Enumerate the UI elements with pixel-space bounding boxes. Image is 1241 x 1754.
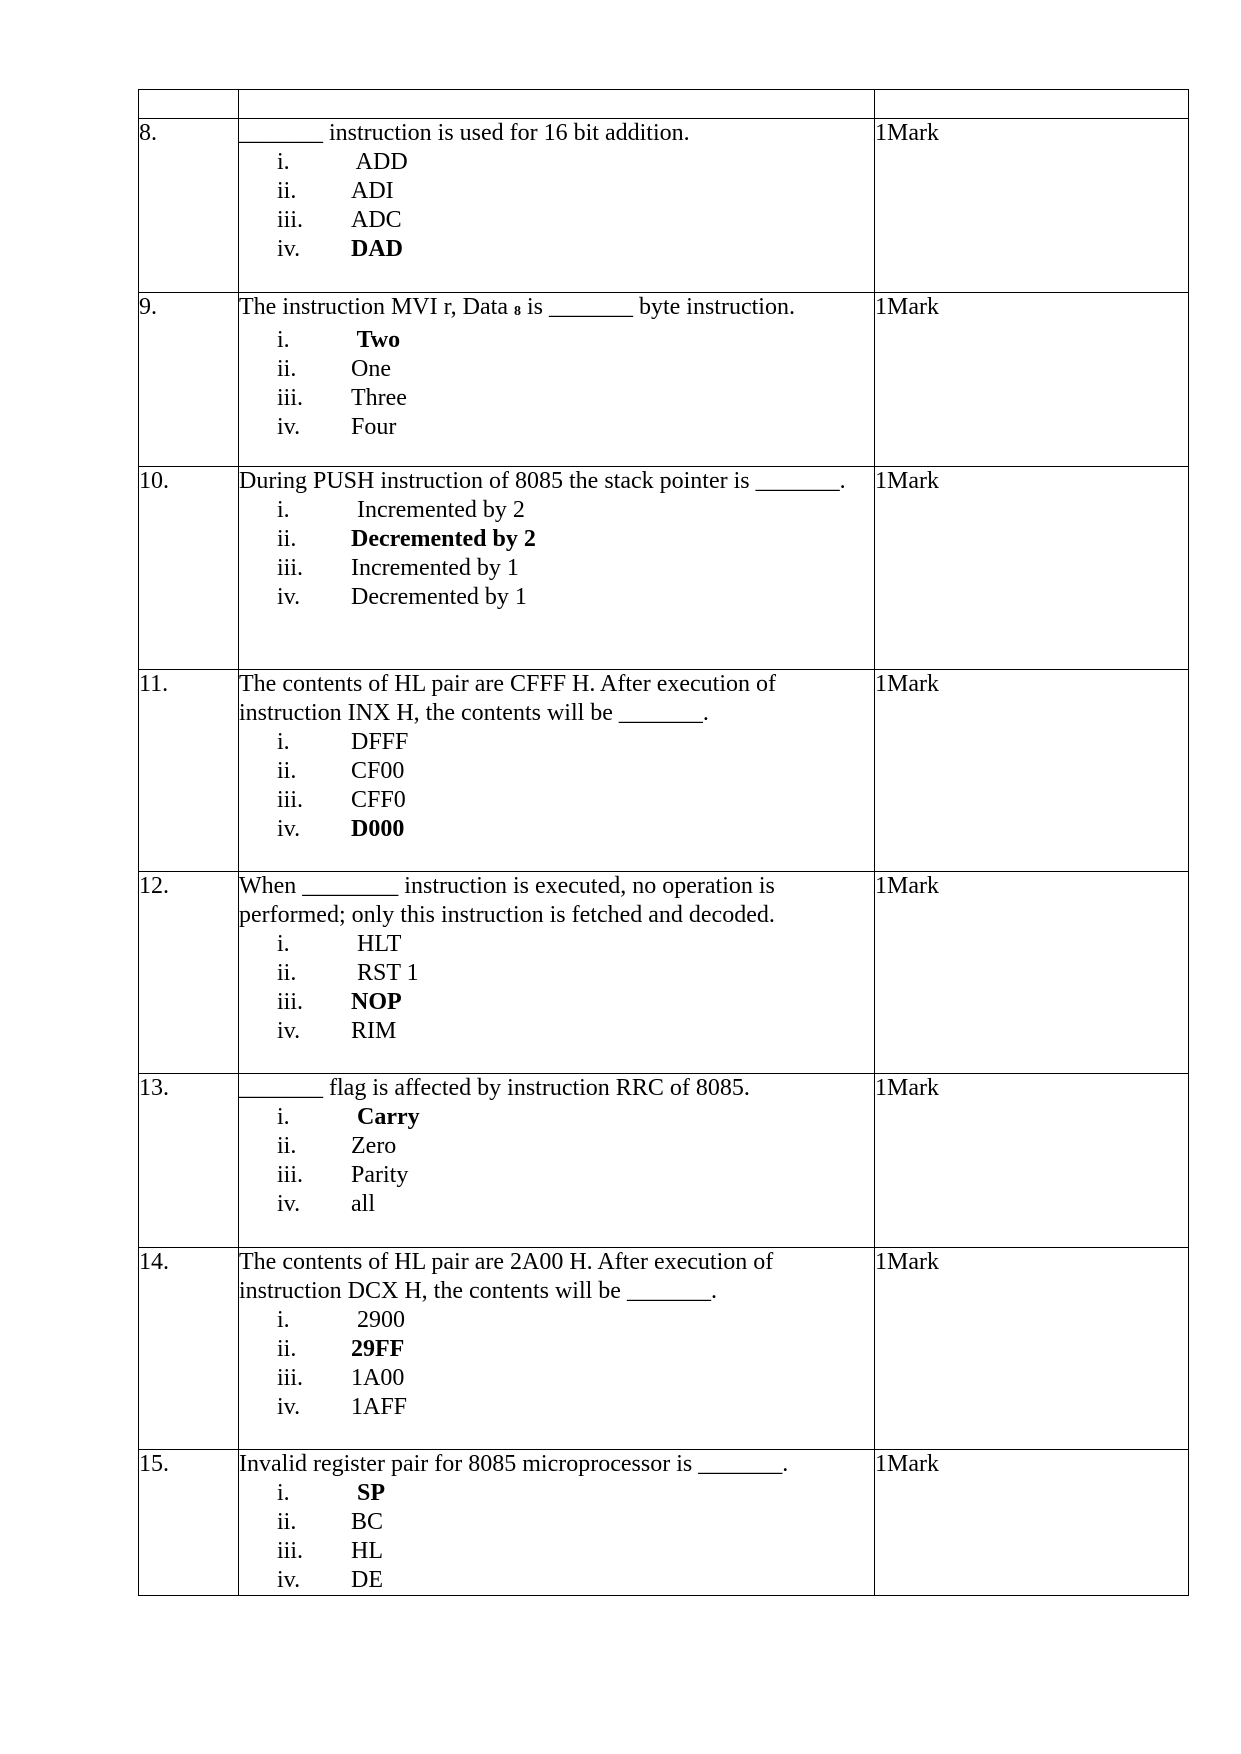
question-number: 8. [139,119,239,293]
option-numeral: iv. [277,236,301,262]
answer-option [239,1508,874,1537]
option-text: D000 [351,816,405,842]
option-numeral: iii. [277,385,304,411]
answer-option [239,1190,874,1219]
option-text: HLT [351,931,402,957]
answer-option [239,148,874,177]
option-text: Decremented by 1 [351,584,527,610]
header-cell-question [239,90,875,119]
option-text: ADI [351,178,394,204]
marks-cell: 1Mark [875,670,1189,872]
marks-cell: 1Mark [875,1450,1189,1596]
option-text: 1A00 [351,1365,405,1391]
marks-cell: 1Mark [875,872,1189,1074]
option-numeral: iv. [277,1191,301,1217]
option-numeral: ii. [277,758,297,784]
option-numeral: iv. [277,414,301,440]
option-numeral: i. [277,729,290,755]
option-numeral: ii. [277,1509,297,1535]
option-numeral: iii. [277,989,304,1015]
header-cell-marks [875,90,1189,119]
option-text: DE [351,1567,383,1593]
option-numeral: i. [277,1104,290,1130]
answer-option [239,235,874,264]
question-text: The contents of HL pair are CFFF H. After execution of instruction INX H, the contents will be _______. [239,671,776,726]
question-number: 15. [139,1450,239,1596]
option-numeral: ii. [277,178,297,204]
option-text: 29FF [351,1336,405,1362]
question-row [139,872,1189,1074]
answer-option [239,554,874,583]
answer-option [239,1537,874,1566]
question-text: _______ instruction is used for 16 bit addition. [239,120,690,146]
question-text: The contents of HL pair are 2A00 H. After execution of instruction DCX H, the contents will be _______. [239,1249,774,1304]
answer-option [239,583,874,612]
option-text: Three [351,385,407,411]
option-numeral: iv. [277,1394,301,1420]
question-cell [239,1450,875,1596]
header-cell-number [139,90,239,119]
option-numeral: iv. [277,1018,301,1044]
option-numeral: iii. [277,1162,304,1188]
option-text: Decremented by 2 [351,526,536,552]
question-row [139,670,1189,872]
answer-option [239,177,874,206]
question-cell [239,119,875,293]
option-text: Two [351,327,401,353]
option-numeral: i. [277,1480,290,1506]
question-text: When ________ instruction is executed, no operation is performed; only this instruction is fetched and decoded. [239,873,775,928]
question-text-part: The instruction MVI r, Data [239,294,514,320]
option-text: Four [351,414,397,440]
answer-option [239,815,874,844]
option-numeral: ii. [277,526,297,552]
question-text-part: is _______ byte instruction. [520,294,795,320]
question-cell [239,293,875,467]
option-numeral: iii. [277,207,304,233]
answer-option [239,959,874,988]
option-text: ADD [351,149,408,175]
option-numeral: i. [277,1307,290,1333]
question-number: 10. [139,467,239,670]
question-text: _______ flag is affected by instruction RRC of 8085. [239,1075,750,1101]
option-text: DFFF [351,729,409,755]
option-numeral: iii. [277,787,304,813]
answer-option [239,728,874,757]
option-text: DAD [351,236,403,262]
question-number: 9. [139,293,239,467]
question-row [139,1074,1189,1248]
question-row [139,119,1189,293]
question-number: 14. [139,1248,239,1450]
option-text: HL [351,1538,383,1564]
answer-option [239,326,874,355]
option-text: SP [351,1480,386,1506]
option-text: Incremented by 1 [351,555,519,581]
question-cell [239,670,875,872]
answer-option [239,1479,874,1508]
option-text: RST 1 [351,960,419,986]
answer-option [239,1393,874,1422]
answer-option [239,757,874,786]
answer-option [239,1566,874,1595]
answer-option [239,384,874,413]
option-numeral: ii. [277,1336,297,1362]
option-text: Zero [351,1133,397,1159]
question-cell [239,1074,875,1248]
option-numeral: iv. [277,584,301,610]
marks-cell: 1Mark [875,1074,1189,1248]
question-text [239,293,874,326]
option-numeral: i. [277,931,290,957]
question-number: 11. [139,670,239,872]
answer-option [239,930,874,959]
answer-option [239,355,874,384]
marks-cell: 1Mark [875,1248,1189,1450]
option-text: 1AFF [351,1394,408,1420]
question-text: During PUSH instruction of 8085 the stack pointer is _______. [239,468,846,494]
question-cell [239,467,875,670]
answer-option [239,1017,874,1046]
option-text: Incremented by 2 [351,497,525,523]
option-text: CFF0 [351,787,406,813]
question-text-subscript: 8 [513,304,521,319]
answer-option [239,1103,874,1132]
option-text: Parity [351,1162,409,1188]
option-numeral: iv. [277,1567,301,1593]
option-numeral: i. [277,497,290,523]
answer-option [239,413,874,442]
option-numeral: iii. [277,555,304,581]
option-numeral: ii. [277,1133,297,1159]
option-numeral: i. [277,149,290,175]
option-text: RIM [351,1018,397,1044]
question-cell [239,1248,875,1450]
option-numeral: iii. [277,1365,304,1391]
answer-option [239,1306,874,1335]
answer-option [239,525,874,554]
question-table [138,89,1189,1596]
question-row [139,1248,1189,1450]
question-number: 12. [139,872,239,1074]
option-numeral: i. [277,327,290,353]
answer-option [239,1132,874,1161]
option-numeral: iv. [277,816,301,842]
option-text: ADC [351,207,402,233]
option-numeral: ii. [277,960,297,986]
option-text: NOP [351,989,402,1015]
answer-option [239,1364,874,1393]
marks-cell: 1Mark [875,467,1189,670]
option-text: 2900 [351,1307,405,1333]
question-number: 13. [139,1074,239,1248]
question-cell [239,872,875,1074]
answer-option [239,786,874,815]
question-text: Invalid register pair for 8085 microprocessor is _______. [239,1451,789,1477]
option-numeral: ii. [277,356,297,382]
answer-option [239,496,874,525]
option-text: Carry [351,1104,420,1130]
option-numeral: iii. [277,1538,304,1564]
answer-option [239,1161,874,1190]
option-text: CF00 [351,758,405,784]
header-row [139,90,1189,119]
answer-option [239,1335,874,1364]
marks-cell: 1Mark [875,293,1189,467]
option-text: BC [351,1509,384,1535]
option-text: all [351,1191,375,1217]
marks-cell: 1Mark [875,119,1189,293]
question-row [139,293,1189,467]
answer-option [239,988,874,1017]
question-row [139,467,1189,670]
option-text: One [351,356,391,382]
answer-option [239,206,874,235]
question-row [139,1450,1189,1596]
